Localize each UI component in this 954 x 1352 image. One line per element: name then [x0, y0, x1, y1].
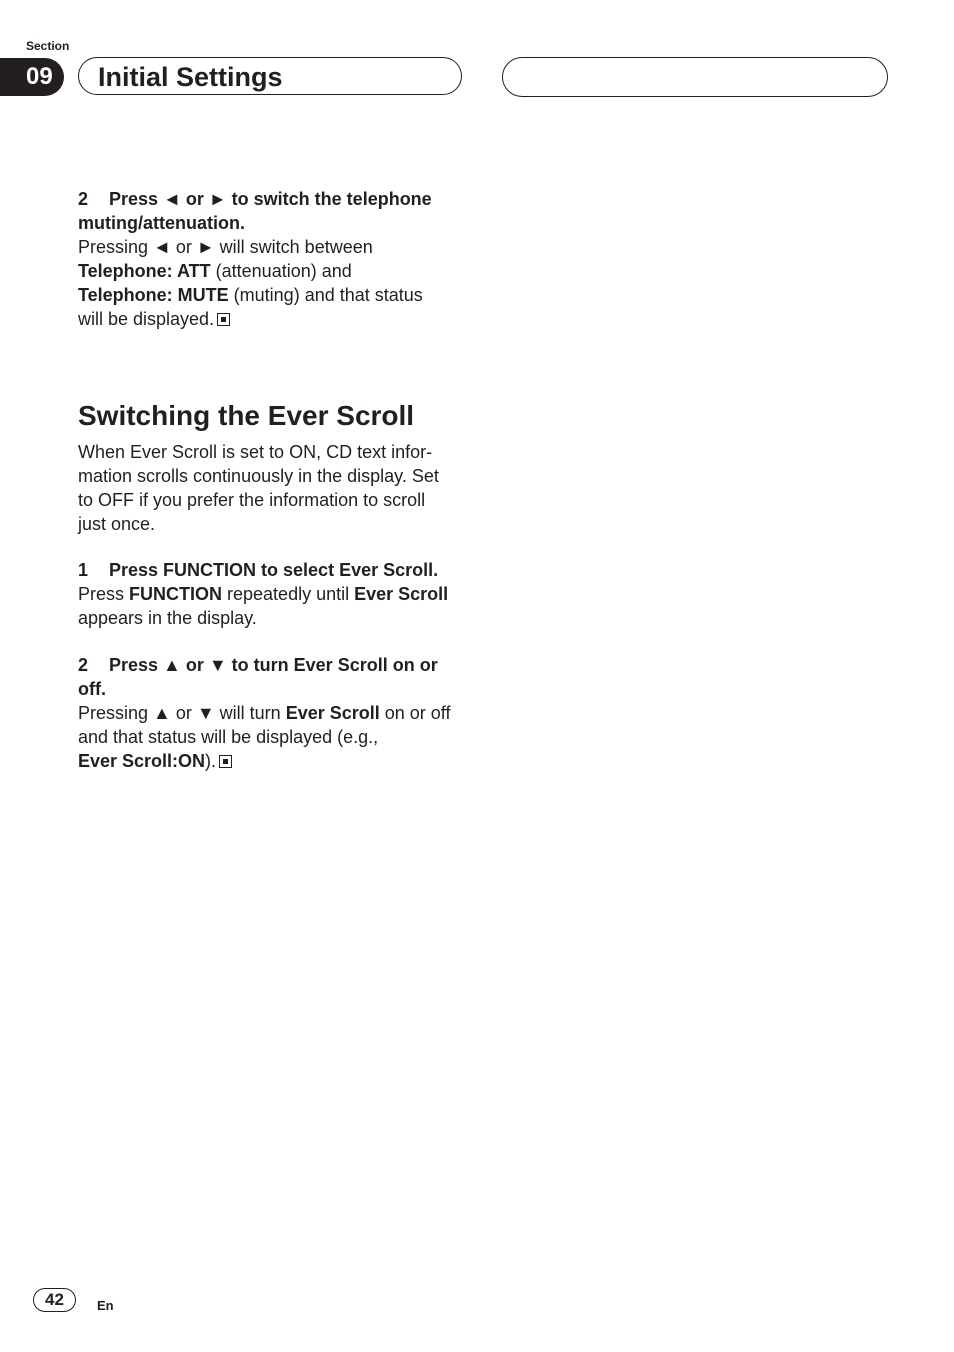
text-attenuation: (attenuation) and: [210, 261, 352, 281]
step-heading-line-1: Press ◄ or ► to switch the telephone: [109, 189, 432, 209]
step-body-line-4: [78, 307, 464, 331]
step1-body-line-1: [78, 582, 464, 606]
term-telephone-mute: Telephone: MUTE: [78, 285, 229, 305]
step-body-line-2: [78, 259, 464, 283]
text-displayed: will be displayed.: [78, 309, 215, 329]
language-code: En: [97, 1298, 114, 1313]
section-label: Section: [26, 39, 70, 53]
secondary-title-box: [502, 57, 888, 97]
text-on-or-off: on or off: [379, 703, 451, 723]
step-heading-line-2: muting/attenuation.: [78, 213, 245, 233]
step1-body-line-2: appears in the display.: [78, 608, 257, 628]
term-ever-scroll: Ever Scroll: [354, 584, 449, 604]
step1-number: 1: [78, 560, 89, 580]
telephone-step: [78, 187, 464, 331]
step2-body-line-3: [78, 749, 464, 773]
section-number-tab: 09: [0, 58, 64, 96]
step-body-line-3: [78, 283, 464, 307]
step-heading: [78, 187, 464, 211]
text-muting: (muting) and that status: [228, 285, 423, 305]
step2-body-line-1: [78, 701, 464, 725]
step-body-line-1: Pressing ◄ or ► will switch between: [78, 237, 373, 257]
end-mark-icon: [217, 313, 230, 326]
step2-number: 2: [78, 655, 89, 675]
term-ever-scroll-on: Ever Scroll:ON: [78, 751, 206, 771]
intro-line-1: When Ever Scroll is set to ON, CD text infor-: [78, 442, 433, 462]
step-number: 2: [78, 189, 89, 209]
end-mark-icon: [219, 755, 232, 768]
page-title-box: [78, 57, 462, 95]
text-pressing: Pressing ▲ or ▼ will turn: [78, 703, 286, 723]
intro-line-2: mation scrolls continuously in the display. Set: [78, 466, 439, 486]
ever-scroll-intro: [78, 440, 464, 536]
ever-scroll-step-2: [78, 653, 464, 773]
step2-heading: [78, 653, 464, 677]
step2-heading-text: Press ▲ or ▼ to turn Ever Scroll on or: [109, 655, 438, 675]
text-press: Press: [78, 584, 130, 604]
intro-line-4: just once.: [78, 514, 156, 534]
section-heading: Switching the Ever Scroll: [78, 400, 415, 431]
page-title: Initial Settings: [98, 62, 283, 92]
term-function: FUNCTION: [129, 584, 223, 604]
text-repeatedly: repeatedly until: [222, 584, 355, 604]
term-telephone-att: Telephone: ATT: [78, 261, 211, 281]
text-close-paren: ).: [205, 751, 217, 771]
step2-body-line-2: and that status will be displayed (e.g.,: [78, 727, 379, 747]
page-number: 42: [33, 1288, 76, 1312]
ever-scroll-step-1: [78, 558, 464, 630]
term-ever-scroll-2: Ever Scroll: [285, 703, 380, 723]
step1-heading: [78, 558, 464, 582]
intro-line-3: to OFF if you prefer the information to scroll: [78, 490, 426, 510]
step2-heading-line-2: off.: [78, 679, 106, 699]
step1-heading-text: Press FUNCTION to select Ever Scroll.: [109, 560, 439, 580]
